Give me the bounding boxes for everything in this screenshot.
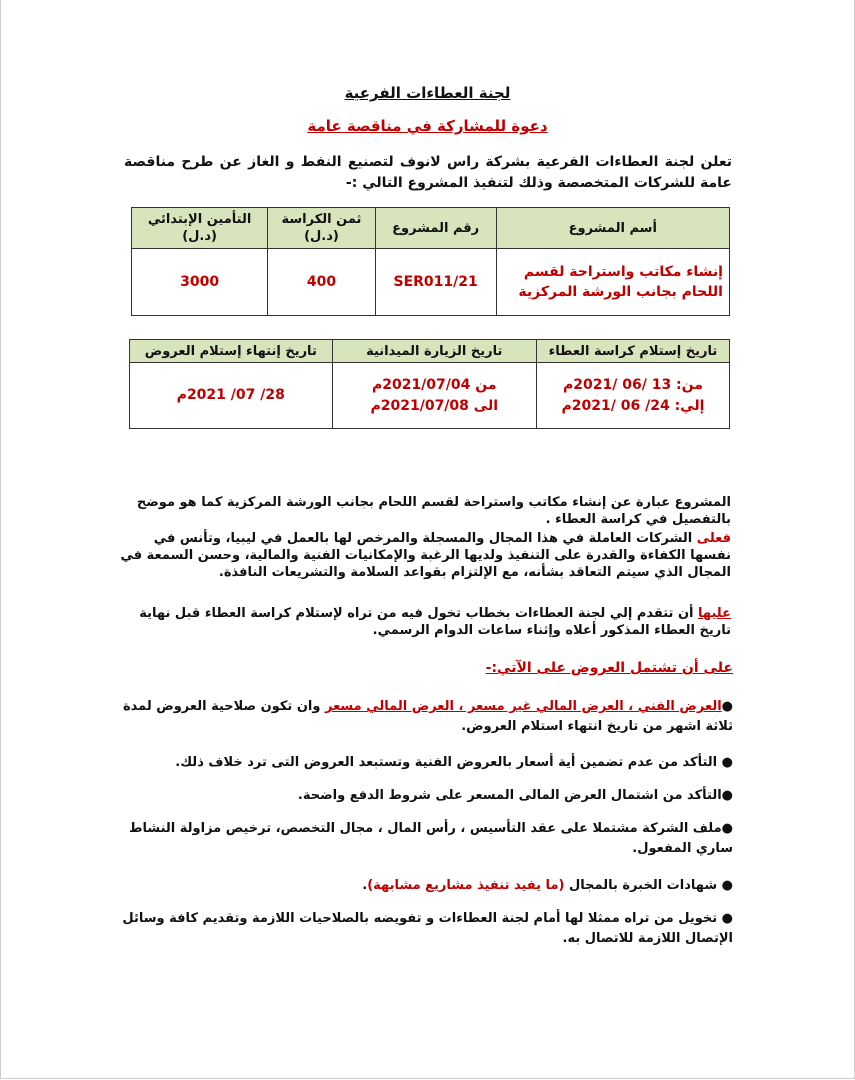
bullet-icon: ● [721,788,733,803]
bullet-text: التأكد من اشتمال العرض المالى المسعر على شروط الدفع واضحة. [297,788,722,803]
list-item [93,753,733,773]
offers-validity: وان تكون صلاحية العروض لمدة ثلاثة اشهر من تاريخ انتهاء استلام العروض. [122,699,733,734]
table-row [130,363,730,429]
tender-subtitle: دعوة للمشاركة في مناقصة عامة [307,117,548,135]
bullet-icon: ● [721,699,733,714]
offers-heading: على أن تشتمل العروض على الآتي:- [485,660,733,676]
deadline-date: 28/ 07/ 2021م [130,363,333,429]
submission-lead: عليها [698,606,731,621]
list-item [93,819,733,859]
header-receive-date: تاريخ إستلام كراسة العطاء [536,340,729,363]
visit-from: من 2021/07/04م [371,376,497,393]
companies-body: الشركات العاملة في هذا المجال والمسجلة والمرخص لها بالعمل في ليبيا، وتأنس في نفسها الكفاءة والقدرة على التنفيذ ولديها الرغبة والإمكانيات الفنية والمالية، وحسن السمعة في المجال الذي سيتم التعاقد بشأنه، مع الإلتزام بقواعد السلامة والتشريعات النافذة. [120,531,731,580]
submission-body: أن تتقدم إلي لجنة العطاءات بخطاب تخول فيه من تراه لإستلام كراسة العطاء قبل نهاية تاريخ العطاء المذكور أعلاه وإثناء ساعات الدوام الرسمي. [139,606,731,638]
header-project-name: أسم المشروع [496,208,729,249]
submission-paragraph [119,605,731,639]
committee-title: لجنة العطاءات الفرعية [344,84,511,102]
list-item [93,697,733,737]
experience-note: (ما يفيد تنفيذ مشاريع مشابهة) [367,878,565,893]
bullet-icon: ● [721,878,733,893]
intro-paragraph: تعلن لجنة العطاءات الفرعية بشركة راس لانوف لتصنيع النفط و الغاز عن طرح مناقصة عامة للشركات المتخصصة وذلك لتنفيذ المشروع التالي :- [124,154,732,191]
bullet-icon: ● [721,755,733,770]
project-name: إنشاء مكاتب واستراحة لقسم اللحام بجانب الورشة المركزية [496,249,729,316]
project-table-header [132,208,730,249]
bullet-text: شهادات الخبرة بالمجال [564,878,718,893]
bullet-text: ملف الشركة مشتملا على عقد التأسيس ، رأس المال ، مجال التخصص، ترخيص مزاولة النشاط ساري المفعول. [128,821,733,856]
bullet-icon: ● [721,821,733,836]
header-visit-date: تاريخ الزيارة الميدانية [332,340,536,363]
header-booklet-price: ثمن الكراسة (د.ل) [268,208,376,249]
bullet-text-end: . [362,878,368,893]
companies-paragraph [119,530,731,581]
visit-to: الى 2021/07/08م [370,397,498,414]
header-project-number: رقم المشروع [375,208,496,249]
header-deadline-date: تاريخ إنتهاء إستلام العروض [130,340,333,363]
bullet-text: تخويل من تراه ممثلا لها أمام لجنة العطاءات و تفويضه بالصلاحيات اللازمة وتقديم كافة وسائل الإتصال اللازمة للاتصال به. [122,911,733,946]
visit-dates [332,363,536,429]
offers-types: العرض الفني ، العرض المالي غير مسعر ، العرض المالي مسعر [325,699,722,714]
receive-dates [536,363,729,429]
project-table [131,207,730,316]
booklet-price: 400 [268,249,376,316]
table-row [132,249,730,316]
dates-table [129,339,730,429]
list-item [93,909,733,949]
receive-to: إلي: 24/ 06 /2021م [561,397,705,414]
project-number: SER011/21 [375,249,496,316]
list-item [93,786,733,806]
list-item [93,876,733,896]
bullet-text: التأكد من عدم تضمين أية أسعار بالعروض الفنية وتستبعد العروض التى ترد خلاف ذلك. [175,755,718,770]
guarantee-amount: 3000 [132,249,268,316]
companies-lead: فعلى [696,531,731,546]
receive-from: من: 13 /06 /2021م [562,376,703,393]
dates-table-header [130,340,730,363]
bullet-icon: ● [721,911,733,926]
scope-paragraph: المشروع عبارة عن إنشاء مكاتب واستراحة لقسم اللحام بجانب الورشة المركزية كما هو موضح بالتفصيل في كراسة العطاء . [136,495,731,527]
header-guarantee: التأمين الإبتدائي (د.ل) [132,208,268,249]
